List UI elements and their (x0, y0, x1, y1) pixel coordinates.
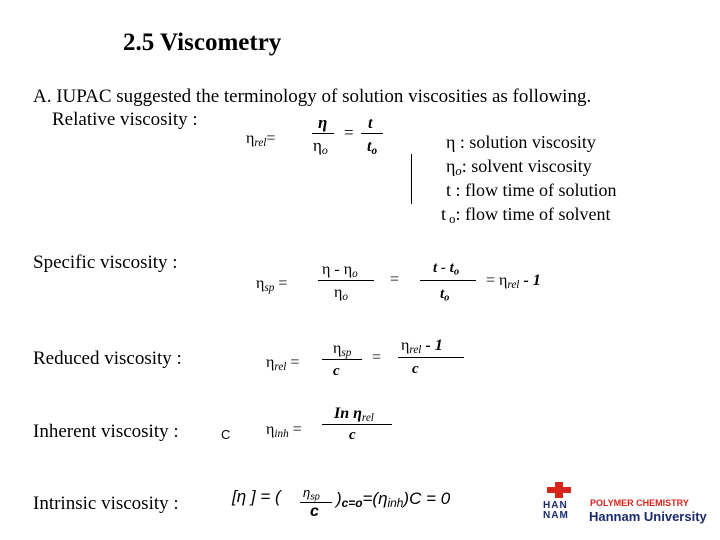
logo-mark-nam: NAM (543, 510, 569, 521)
inherent-viscosity-label: Inherent viscosity : (33, 421, 179, 442)
reduced-eq2: = (372, 349, 382, 366)
intro-text: A. IUPAC suggested the terminology of solution viscosities as following. (33, 86, 592, 107)
specific-den2: $t_o$ (440, 286, 450, 304)
logo-line-polymer-chemistry: POLYMER CHEMISTRY (590, 498, 689, 508)
intrinsic-rhs: )$_{c=o}=(\eta_{inh})C = 0$ (336, 489, 451, 510)
legend-item: $\eta_o$: solvent viscosity (446, 156, 592, 179)
specific-num2: t - $t_o$ (433, 260, 460, 278)
relative-num2: t (368, 115, 373, 132)
hannam-emblem-icon (544, 480, 574, 500)
reduced-viscosity-label: Reduced viscosity : (33, 348, 182, 369)
legend-item: t $_o$: flow time of solvent (441, 204, 611, 227)
legend-item: t : flow time of solution (446, 180, 617, 200)
fraction-bar (420, 280, 476, 281)
relative-eq2: = (344, 123, 354, 142)
logo-mark-han: HAN (543, 500, 568, 511)
intrinsic-den: c (310, 503, 319, 520)
intrinsic-num: $\eta_{sp}$ (303, 485, 320, 502)
specific-lhs: $\eta_{sp}$ = (256, 275, 288, 294)
inherent-lhs: $\eta_{inh}$ = (266, 421, 302, 440)
inherent-num: In $\eta_{rel}$ (334, 405, 374, 424)
fraction-bar (312, 133, 334, 134)
fraction-bar (361, 133, 383, 134)
relative-viscosity-label: Relative viscosity : (52, 109, 198, 130)
reduced-num2: $\eta_{rel} - 1$ (401, 337, 443, 356)
intrinsic-lhs: [η ] = ( (232, 487, 281, 506)
legend-item: η : solution viscosity (446, 132, 596, 152)
fraction-bar (398, 357, 464, 358)
fraction-bar (322, 359, 362, 360)
fraction-bar (318, 280, 374, 281)
logo-line-university: Hannam University (589, 509, 707, 524)
specific-viscosity-label: Specific viscosity : (33, 252, 178, 273)
reduced-num1: $\eta_{sp}$ (333, 340, 352, 359)
intrinsic-viscosity-label: Intrinsic viscosity : (33, 493, 179, 514)
reduced-den1: c (333, 363, 340, 379)
specific-eq2: = (390, 271, 400, 288)
fraction-bar (322, 424, 392, 425)
reduced-lhs: $\eta_{rel}$ = (266, 354, 300, 373)
inherent-den: c (349, 427, 356, 443)
specific-tail: = $\eta_{rel} - 1$ (486, 272, 541, 291)
university-logo (540, 480, 716, 524)
legend-bracket (411, 154, 412, 204)
page-title: 2.5 Viscometry (123, 29, 282, 56)
relative-den1: $\eta_o$ (313, 136, 328, 157)
relative-lhs: $\eta_{rel}=$ (246, 130, 276, 149)
specific-den1: $\eta_o$ (334, 284, 348, 303)
specific-num1: η - $\eta_o$ (322, 261, 358, 280)
relative-den2: $t_o$ (367, 138, 378, 157)
inherent-stray-c: C (221, 427, 231, 442)
relative-num1: η (318, 113, 328, 132)
reduced-den2: c (412, 361, 419, 377)
